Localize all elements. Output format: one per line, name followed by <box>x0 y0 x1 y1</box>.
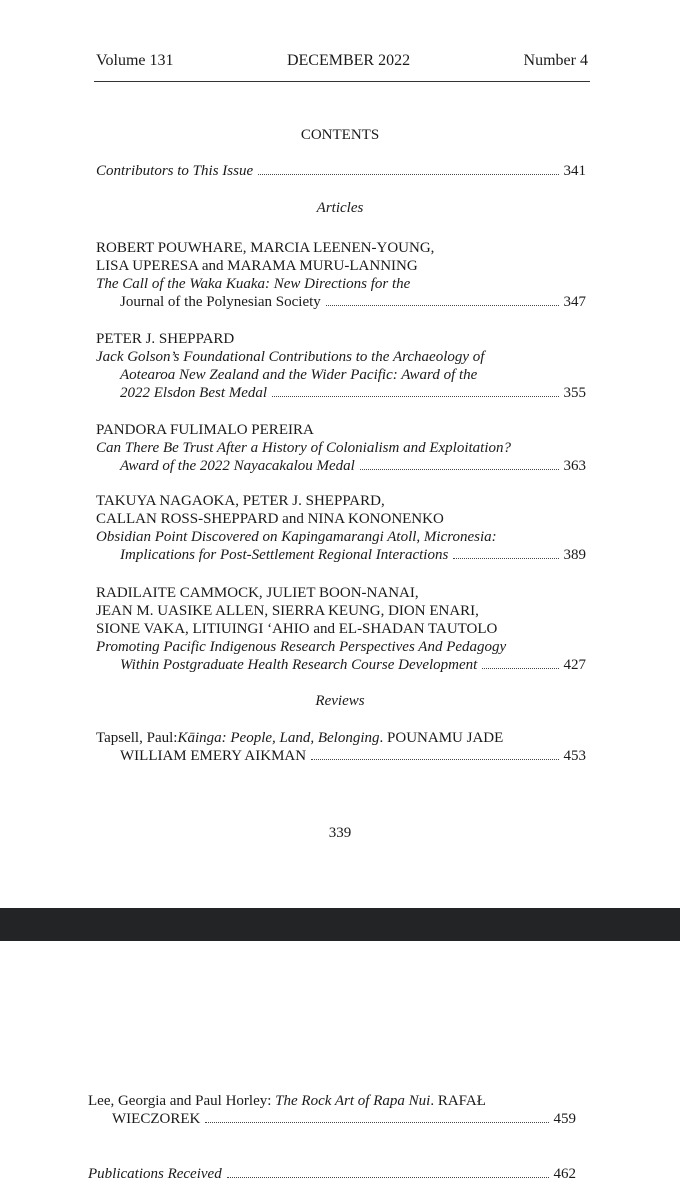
author-line: LISA UPERESA and MARAMA MURU-LANNING <box>96 258 418 274</box>
articles-heading: Articles <box>316 200 364 216</box>
page-ref: 355 <box>563 385 586 401</box>
page-ref: 341 <box>563 163 586 179</box>
header-rule <box>94 81 590 82</box>
toc-review[interactable] <box>96 729 586 765</box>
article-title-line: Obsidian Point Discovered on Kapingamarangi Atoll, Micronesia: <box>96 529 497 545</box>
toc-publications[interactable] <box>88 1165 576 1183</box>
leader-dots <box>205 1121 548 1123</box>
toc-article[interactable] <box>96 330 586 402</box>
toc-contributors[interactable] <box>96 162 586 180</box>
article-title-line: Award of the 2022 Nayacakalou Medal <box>120 458 355 474</box>
article-title-line: Journal of the Polynesian Society <box>120 294 321 310</box>
leader-dots <box>258 173 558 175</box>
author-line: PETER J. SHEPPARD <box>96 331 235 347</box>
article-title-line: Jack Golson’s Foundational Contributions to the Archaeology of <box>96 349 485 365</box>
reviews-heading: Reviews <box>315 693 365 709</box>
entry-title: Contributors to This Issue <box>96 163 254 179</box>
reviewer-name: . RAFAŁ <box>430 1093 486 1109</box>
volume-label: Volume 131 <box>96 52 174 69</box>
leader-dots <box>482 667 558 669</box>
article-title-line: 2022 Elsdon Best Medal <box>120 385 268 401</box>
reviewer-name: . POUNAMU JADE <box>379 730 504 746</box>
review-book-title: Kāinga: People, Land, Belonging <box>177 730 380 746</box>
author-line: SIONE VAKA, LITIUINGI ‘AHIO and EL-SHADAN TAUTOLO <box>96 621 498 637</box>
page-separator <box>0 908 680 941</box>
leader-dots <box>360 468 559 470</box>
article-title-line: Within Postgraduate Health Research Course Development <box>120 657 478 673</box>
page-ref: 347 <box>563 294 586 310</box>
page-ref: 363 <box>563 458 586 474</box>
toc-article[interactable] <box>96 421 586 475</box>
author-line: RADILAITE CAMMOCK, JULIET BOON-NANAI, <box>96 585 419 601</box>
journal-header <box>96 52 588 72</box>
leader-dots <box>311 758 558 760</box>
toc-article[interactable] <box>96 584 586 674</box>
issue-date: DECEMBER 2022 <box>286 52 411 69</box>
reviewer-name: WILLIAM EMERY AIKMAN <box>120 748 307 764</box>
entry-title: Publications Received <box>88 1166 222 1182</box>
review-author: Lee, Georgia and Paul Horley: <box>88 1093 276 1109</box>
author-line: ROBERT POUWHARE, MARCIA LEENEN-YOUNG, <box>96 240 435 256</box>
leader-dots <box>227 1176 549 1178</box>
author-line: JEAN M. UASIKE ALLEN, SIERRA KEUNG, DION ENARI, <box>96 603 479 619</box>
page-ref: 462 <box>553 1166 576 1182</box>
leader-dots <box>326 304 559 306</box>
leader-dots <box>453 557 558 559</box>
page-ref: 389 <box>563 547 586 563</box>
page-ref: 427 <box>563 657 586 673</box>
page-number: 339 <box>328 825 352 841</box>
leader-dots <box>272 395 558 397</box>
page-ref: 453 <box>563 748 586 764</box>
article-title-line: The Call of the Waka Kuaka: New Directions for the <box>96 276 411 292</box>
toc-article[interactable] <box>96 492 586 564</box>
toc-review[interactable] <box>88 1092 576 1128</box>
author-line: CALLAN ROSS-SHEPPARD and NINA KONONENKO <box>96 511 444 527</box>
article-title-line: Aotearoa New Zealand and the Wider Pacific: Award of the <box>120 367 478 383</box>
reviewer-name: WIECZOREK <box>112 1111 201 1127</box>
article-title-line: Implications for Post-Settlement Regional Interactions <box>120 547 449 563</box>
issue-number: Number 4 <box>523 52 588 69</box>
article-title-line: Can There Be Trust After a History of Colonialism and Exploitation? <box>96 440 512 456</box>
contents-title: CONTENTS <box>300 127 380 143</box>
author-line: TAKUYA NAGAOKA, PETER J. SHEPPARD, <box>96 493 385 509</box>
author-line: PANDORA FULIMALO PEREIRA <box>96 422 314 438</box>
article-title-line: Promoting Pacific Indigenous Research Perspectives And Pedagogy <box>96 639 507 655</box>
review-author: Tapsell, Paul: <box>96 730 178 746</box>
toc-article[interactable] <box>96 239 586 311</box>
page-ref: 459 <box>553 1111 576 1127</box>
review-book-title: The Rock Art of Rapa Nui <box>275 1093 431 1109</box>
